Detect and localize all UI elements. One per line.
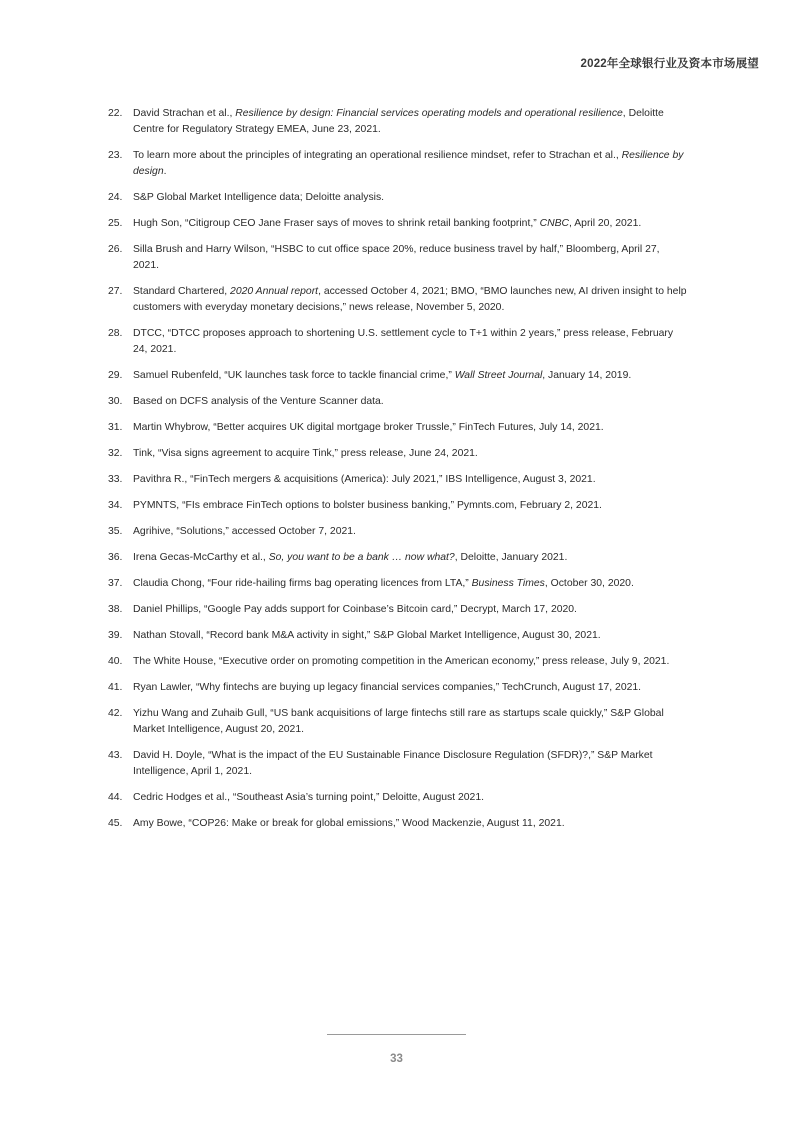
endnote-text bbox=[133, 472, 688, 488]
endnote-number: 24. bbox=[108, 192, 123, 203]
endnote-number: 40. bbox=[108, 656, 123, 667]
endnote-title-italic: CNBC bbox=[539, 218, 570, 229]
endnote-text-segment: Standard Chartered, bbox=[133, 286, 231, 297]
endnote-item bbox=[108, 148, 688, 180]
endnote-text-segment: To learn more about the principles of integrating an operational resilience mindset, refer to Strachan et al., bbox=[133, 150, 622, 161]
endnote-number: 31. bbox=[108, 422, 123, 433]
endnote-text bbox=[133, 524, 688, 540]
endnote-number: 36. bbox=[108, 552, 123, 563]
endnote-item bbox=[108, 242, 688, 274]
endnote-item bbox=[108, 654, 688, 670]
endnote-item bbox=[108, 472, 688, 488]
endnote-number: 29. bbox=[108, 370, 123, 381]
endnote-number: 35. bbox=[108, 526, 123, 537]
endnote-number: 27. bbox=[108, 286, 123, 297]
endnote-item bbox=[108, 394, 688, 410]
endnote-number: 22. bbox=[108, 108, 123, 119]
endnotes-list bbox=[108, 106, 688, 842]
endnote-item bbox=[108, 368, 688, 384]
endnote-number: 33. bbox=[108, 474, 123, 485]
endnote-text-segment: Amy Bowe, “COP26: Make or break for global emissions,” Wood Mackenzie, August 11, 2021. bbox=[133, 818, 565, 829]
endnote-text-segment: Based on DCFS analysis of the Venture Scanner data. bbox=[133, 396, 384, 407]
endnote-item bbox=[108, 216, 688, 232]
endnote-text bbox=[133, 576, 688, 592]
endnote-text bbox=[133, 420, 688, 436]
endnote-text-segment: Tink, “Visa signs agreement to acquire Tink,” press release, June 24, 2021. bbox=[133, 448, 478, 459]
endnote-number: 23. bbox=[108, 150, 123, 161]
endnote-title-italic: 2020 Annual report bbox=[230, 286, 319, 297]
endnote-text bbox=[133, 816, 688, 832]
endnote-text-segment: , Deloitte, January 2021. bbox=[454, 552, 568, 563]
endnote-text bbox=[133, 654, 688, 670]
endnote-number: 38. bbox=[108, 604, 123, 615]
endnote-item bbox=[108, 790, 688, 806]
endnote-number: 30. bbox=[108, 396, 123, 407]
endnote-text bbox=[133, 190, 688, 206]
endnote-text bbox=[133, 284, 688, 316]
endnote-text bbox=[133, 326, 688, 358]
endnote-number: 42. bbox=[108, 708, 123, 719]
endnote-item bbox=[108, 550, 688, 566]
endnote-text-segment: Agrihive, “Solutions,” accessed October 7, 2021. bbox=[133, 526, 356, 537]
footer-divider bbox=[327, 1034, 466, 1035]
endnote-text bbox=[133, 628, 688, 644]
endnote-item bbox=[108, 446, 688, 462]
endnote-text-segment: Samuel Rubenfeld, “UK launches task force to tackle financial crime,” bbox=[133, 370, 455, 381]
endnote-text bbox=[133, 498, 688, 514]
endnote-number: 25. bbox=[108, 218, 123, 229]
endnote-item bbox=[108, 602, 688, 618]
endnote-title-italic: Business Times bbox=[471, 578, 545, 589]
endnote-text-segment: Pavithra R., “FinTech mergers & acquisitions (America): July 2021,” IBS Intelligence, August 3, 2021. bbox=[133, 474, 596, 485]
endnote-item bbox=[108, 748, 688, 780]
endnote-number: 26. bbox=[108, 244, 123, 255]
endnote-item bbox=[108, 524, 688, 540]
endnote-text-segment: Nathan Stovall, “Record bank M&A activity in sight,” S&P Global Market Intelligence, August 30, 2021. bbox=[133, 630, 601, 641]
endnote-text bbox=[133, 748, 688, 780]
endnote-text-segment: David Strachan et al., bbox=[133, 108, 236, 119]
endnote-text-segment: Claudia Chong, “Four ride-hailing firms bag operating licences from LTA,” bbox=[133, 578, 472, 589]
endnote-text-segment: Hugh Son, “Citigroup CEO Jane Fraser says of moves to shrink retail banking footprint,” bbox=[133, 218, 540, 229]
endnote-number: 34. bbox=[108, 500, 123, 511]
endnote-text bbox=[133, 446, 688, 462]
endnote-number: 32. bbox=[108, 448, 123, 459]
endnote-text-segment: Ryan Lawler, “Why fintechs are buying up legacy financial services companies,” TechCrunch, August 17, 2021. bbox=[133, 682, 642, 693]
endnote-item bbox=[108, 706, 688, 738]
page-number: 33 bbox=[390, 1053, 403, 1065]
endnote-text bbox=[133, 550, 688, 566]
endnote-text bbox=[133, 602, 688, 618]
endnote-number: 43. bbox=[108, 750, 123, 761]
endnote-text-segment: The White House, “Executive order on promoting competition in the American economy,” press release, July 9, 2021. bbox=[133, 656, 670, 667]
endnote-text bbox=[133, 368, 688, 384]
endnote-text bbox=[133, 706, 688, 738]
endnote-number: 45. bbox=[108, 818, 123, 829]
endnote-text-segment: Martin Whybrow, “Better acquires UK digital mortgage broker Trussle,” FinTech Futures, July 14, 2021. bbox=[133, 422, 604, 433]
endnote-item bbox=[108, 106, 688, 138]
endnote-item bbox=[108, 576, 688, 592]
endnote-text bbox=[133, 790, 688, 806]
endnote-title-italic: Wall Street Journal bbox=[454, 370, 543, 381]
endnote-text-segment: PYMNTS, “FIs embrace FinTech options to bolster business banking,” Pymnts.com, February 2, 2021. bbox=[133, 500, 602, 511]
endnote-item bbox=[108, 816, 688, 832]
endnote-text-segment: , accessed October 4, 2021; BMO, “BMO launches new, AI driven insight to help customers with everyday monetary decisions,” news release, November 5, 2020. bbox=[133, 286, 687, 313]
endnote-item bbox=[108, 420, 688, 436]
endnote-item bbox=[108, 498, 688, 514]
endnote-text-segment: Silla Brush and Harry Wilson, “HSBC to cut office space 20%, reduce business travel by half,” Bloomberg, April 27, 2021. bbox=[133, 244, 660, 271]
endnote-text-segment: Yizhu Wang and Zuhaib Gull, “US bank acquisitions of large fintechs still rare as startups scale quickly,” S&P Global Market Intelligence, August 20, 2021. bbox=[133, 708, 664, 735]
endnote-text-segment: Irena Gecas-McCarthy et al., bbox=[133, 552, 269, 563]
endnote-title-italic: Resilience by design bbox=[133, 150, 684, 177]
endnote-title-italic: So, you want to be a bank … now what? bbox=[268, 552, 455, 563]
endnote-number: 44. bbox=[108, 792, 123, 803]
endnote-text-segment: DTCC, “DTCC proposes approach to shortening U.S. settlement cycle to T+1 within 2 years,” press release, February 24, 2021. bbox=[133, 328, 674, 355]
running-header-title: 2022年全球银行业及资本市场展望 bbox=[580, 58, 759, 70]
endnote-number: 41. bbox=[108, 682, 123, 693]
endnote-text-segment: , October 30, 2020. bbox=[544, 578, 634, 589]
endnote-number: 28. bbox=[108, 328, 123, 339]
endnote-item bbox=[108, 284, 688, 316]
endnote-item bbox=[108, 326, 688, 358]
endnote-number: 39. bbox=[108, 630, 123, 641]
endnote-item bbox=[108, 680, 688, 696]
endnote-text-segment: Cedric Hodges et al., “Southeast Asia’s turning point,” Deloitte, August 2021. bbox=[133, 792, 484, 803]
endnote-text-segment: , January 14, 2019. bbox=[542, 370, 632, 381]
endnote-text bbox=[133, 216, 688, 232]
endnote-text bbox=[133, 148, 688, 180]
endnote-text bbox=[133, 242, 688, 274]
endnote-number: 37. bbox=[108, 578, 123, 589]
endnote-text-segment: David H. Doyle, “What is the impact of the EU Sustainable Finance Disclosure Regulation (SFDR)?,” S&P Market Intelligence, April 1, 2021. bbox=[133, 750, 653, 777]
endnote-text bbox=[133, 106, 688, 138]
endnote-text-segment: , April 20, 2021. bbox=[569, 218, 642, 229]
endnote-text-segment: Daniel Phillips, “Google Pay adds support for Coinbase’s Bitcoin card,” Decrypt, March 17, 2020. bbox=[133, 604, 577, 615]
endnote-text bbox=[133, 680, 688, 696]
endnote-text-segment: , Deloitte Centre for Regulatory Strategy EMEA, June 23, 2021. bbox=[133, 108, 664, 135]
endnote-item bbox=[108, 628, 688, 644]
endnote-text-segment: S&P Global Market Intelligence data; Deloitte analysis. bbox=[133, 192, 385, 203]
endnote-text-segment: . bbox=[163, 166, 167, 177]
endnote-item bbox=[108, 190, 688, 206]
endnote-text bbox=[133, 394, 688, 410]
endnote-title-italic: Resilience by design: Financial services operating models and operational resilience bbox=[235, 108, 623, 119]
